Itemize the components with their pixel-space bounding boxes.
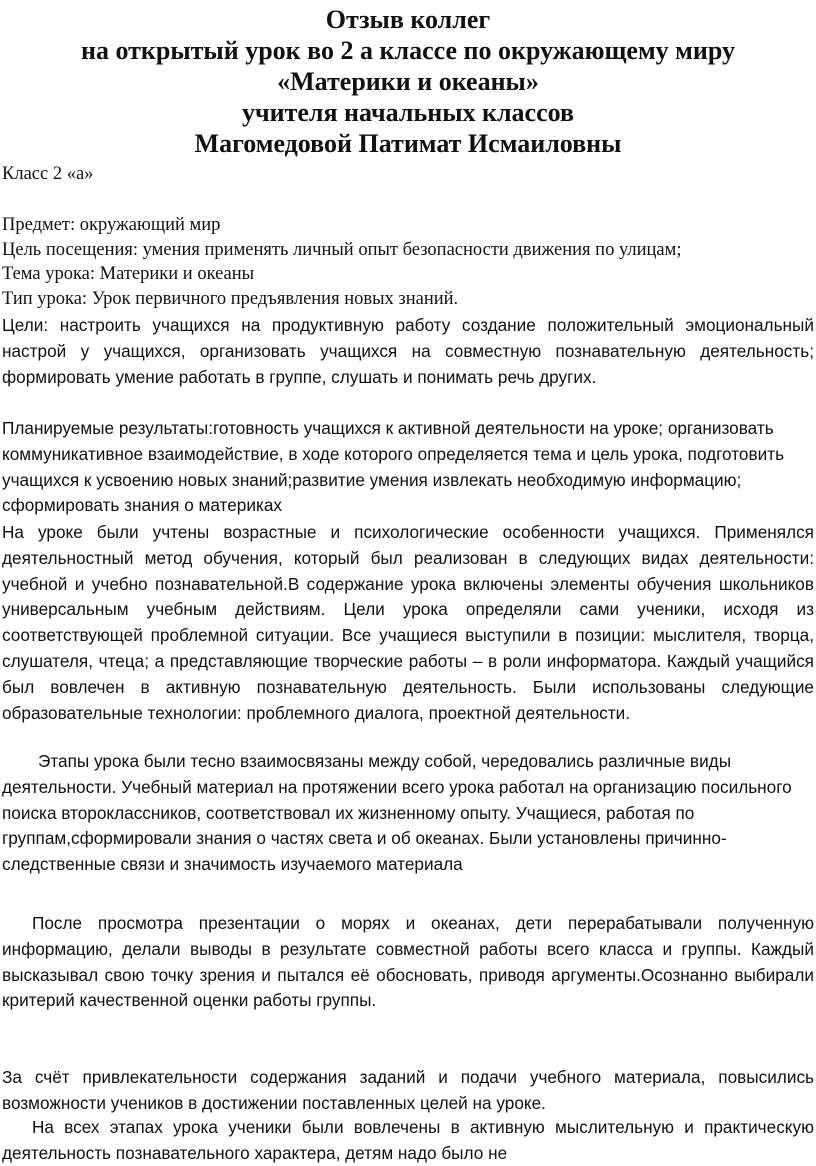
lesson-info <box>2 213 814 311</box>
involvement-paragraph: На всех этапах урока ученики были вовлечены в активную мыслительную и практическую деятельность познавательного характера, детям надо было не <box>2 1117 814 1163</box>
presentation-paragraph: После просмотра презентации о морях и океанах, дети перерабатывали полученную информацию, делали выводы в результате совместной работы всего класса и группы. Каждый высказывал свою точку зрения и пытался её обосновать, приводя аргументы.Осознанно выбирали критерий качественной оценки работы группы. <box>2 913 814 1011</box>
class-line: Класс 2 «а» <box>2 164 94 184</box>
visit-goal-line: Цель посещения: умения применять личный опыт безопасности движения по улицам; <box>2 239 682 260</box>
lesson-type-line: Тип урока: Урок первичного предъявления новых знаний. <box>2 288 459 309</box>
subject-line: Предмет: окружающий мир <box>2 215 221 235</box>
stages-paragraph: Этапы урока были тесно взаимосвязаны между собой, чередовались различные виды деятельности. Учебный материал на протяжении всего урока работал на организацию посильного поиска второклассников, соответствовал их жизненному опыту. Учащиеся, работая по группам,сформировали знания о частях света и об океанах. Были установлены причинно-следственные связи и значимость изучаемого материала <box>2 751 792 875</box>
title-line-4: учителя начальных классов <box>241 98 575 127</box>
document-title <box>0 0 816 159</box>
title-line-2: на открытый урок во 2 а классе по окружающему миру <box>81 36 735 65</box>
lesson-features-paragraph: На уроке были учтены возрастные и психологические особенности учащихся. Применялся деятельностный метод обучения, который был реализован в следующих видах деятельности: учебной и учебно познавательной.В содержание урока включены элементы обучения школьников универсальным учебным действиям. Цели урока определяли сами ученики, исходя из соответствующей проблемной ситуации. Все учащиеся выступили в позиции: мыслителя, творца, слушателя, чтеца; а представляющие творческие работы – в роли информатора. Каждый учащийся был вовлечен в активную познавательную деятельность. Были использованы следующие образовательные технологии: проблемного диалога, проектной деятельности. <box>2 522 814 723</box>
title-line-1: Отзыв коллег <box>325 5 491 34</box>
attractiveness-paragraph: За счёт привлекательности содержания заданий и подачи учебного материала, повысились возможности учеников в достижении поставленных целей на уроке. <box>2 1067 814 1113</box>
topic-line: Тема урока: Материки и океаны <box>2 264 255 284</box>
goals-paragraph: Цели: настроить учащихся на продуктивную работу создание положительный эмоциональный настрой у учащихся, организовать учащихся на совместную познавательную деятельность; формировать умение работать в группе, слушать и понимать речь других. <box>2 315 814 387</box>
title-line-3: «Материки и океаны» <box>277 67 539 96</box>
planned-results-paragraph: Планируемые результаты:готовность учащихся к активной деятельности на уроке; организовать коммуникативное взаимодействие, в ходе которого определяется тема и цель урока, подготовить учащихся к усвоению новых знаний;развитие умения извлекать необходимую информацию; сформировать знания о материках <box>2 418 785 516</box>
title-line-5: Магомедовой Патимат Исмаиловны <box>194 129 622 158</box>
